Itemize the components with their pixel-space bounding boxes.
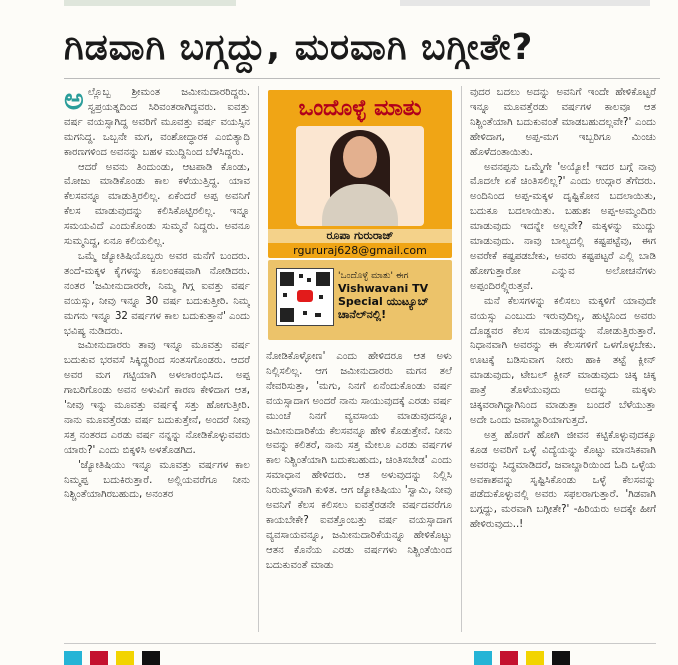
columnist-photo xyxy=(296,126,424,226)
youtube-icon xyxy=(297,290,313,302)
promo-line: 'ಒಂದೊಳ್ಳೆ ಮಾತು' ಈಗ xyxy=(338,271,409,281)
paragraph: ಜಮೀನುದಾರರು ತಾವು ಇನ್ನೂ ಮೂವತ್ತು ವರ್ಷ ಬದುಕುವ ಭರವಸೆ ಸಿಕ್ಕಿದ್ದರಿಂದ ಸಂತಸಗೊಂಡರು. ಆದರೆ ಅವರ ಮಗ ಗಟ್ಟಿಯಾಗಿ ಅಳಲಾರಂಭಿಸಿದ. ಅಪ್ಪ ಗಾಬರಿಗೊಂಡು ಅವನ ಅಳುವಿಗೆ ಕಾರಣ ಕೇಳಿದಾಗ ಆತ, 'ನೀವು ಇನ್ನು ಮೂವತ್ತು ವರ್ಷಕ್ಕೆ ಸತ್ತು ಹೋಗುತ್ತೀರಿ. ನಾನು ಮೂವತ್ತೆರಡು ವರ್ಷ ಬದುಕುತ್ತೇನೆ, ಅಂದರೆ ನೀವು ಸತ್ತ ನಂತರದ ಎರಡು ವರ್ಷ ನನ್ನನ್ನು ನೋಡಿಕೊಳ್ಳುವವರು ಯಾರು?' ಎಂದು ಬಿಕ್ಕಳಿಸಿ ಅಳತೊಡಗಿದ. xyxy=(64,340,250,456)
top-strip-right xyxy=(400,0,650,6)
promo-text xyxy=(338,270,448,321)
paragraph: 'ಜ್ಯೋತಿಷಿಯು ಇನ್ನೂ ಮೂವತ್ತು ವರ್ಷಗಳ ಕಾಲ ನಿಮ್ಮಪ್ಪ ಬದುಕಿರುತ್ತಾರೆ. ಅಲ್ಲಿಯವರೆಗೂ ನೀನು ನಿಶ್ಚಿಂತೆಯಾಗಿರಬಹುದು, ಅನಂತರ xyxy=(64,459,250,501)
footer-rule xyxy=(64,643,656,644)
paragraph: ಲ್ಲೊಬ್ಬ ಶ್ರೀಮಂತ ಜಮೀನುದಾರರಿದ್ದರು. ಸ್ವಪ್ರಯತ್ನದಿಂದ ಸಿರಿವಂತರಾಗಿದ್ದವರು. ಐವತ್ತು ವರ್ಷ ವಯಸ್ಸಾಗಿದ್ದ ಅವರಿಗೆ ಮೂವತ್ತು ವರ್ಷ ವಯಸ್ಸಿನ ಮಗನಿದ್ದ. ಒಬ್ಬನೇ ಮಗ, ವಂಶೋದ್ಧಾರಕ ಎಂಬಿತ್ಯಾದಿ ಕಾರಣಗಳಿಂದ ಅವನನ್ನು ಬಹಳ ಮುದ್ದಿನಿಂದ ಬೆಳೆಸಿದ್ದರು. xyxy=(64,87,250,158)
promo-line: ಚಾನೆಲ್‌ನಲ್ಲಿ! xyxy=(338,308,387,321)
magenta-swatch xyxy=(500,651,518,665)
promo-channel: Vishwavani TV xyxy=(338,282,429,295)
top-strip xyxy=(64,0,236,6)
article-column-2 xyxy=(266,350,452,632)
article-column-3 xyxy=(470,86,656,632)
columnist-name: ರೂಪಾ ಗುರುರಾಜ್ xyxy=(268,229,452,243)
black-swatch xyxy=(142,651,160,665)
paragraph: ಮನೆ ಕೆಲಸಗಳನ್ನು ಕಲಿಸಲು ಮಕ್ಕಳಿಗೆ ಯಾವುದೇ ವಯಸ್ಸು ಎಂಬುದು ಇರುವುದಿಲ್ಲ, ಹುಟ್ಟಿನಿಂದ ಅವರು ದೊಡ್ಡವರ ಕೆಲಸ ಮಾಡುವುದನ್ನು ನೋಡುತ್ತಿರುತ್ತಾರೆ. ನಿಧಾನವಾಗಿ ಅವರನ್ನು ಈ ಕೆಲಸಗಳಿಗೆ ಒಳಗೊಳ್ಳಬೇಕು. ಊಟಕ್ಕೆ ಬಡಿಸುವಾಗ ನೀರು ಹಾಕಿ ತಟ್ಟೆ ಕ್ಲೀನ್ ಮಾಡುವುದು, ಟೇಬಲ್ ಕ್ಲೀನ್ ಮಾಡುವುದು ಚಿಕ್ಕ ಚಿಕ್ಕ ಪಾತ್ರೆ ತೊಳೆಯುವುದು ಅದನ್ನು ಮಕ್ಕಳು ಚಿಕ್ಕವರಾಗಿದ್ದಾಗಿನಿಂದ ಮಾಡುತ್ತಾ ಬಂದರೆ ಬೆಳೆಯುತ್ತಾ ಅದೇ ಒಂದು ಜವಾಬ್ದಾರಿಯಾಗುತ್ತದೆ. xyxy=(470,295,656,426)
promo-line: Special ಯುಟ್ಯೂಬ್ xyxy=(338,295,429,308)
columnist-email: rgururaj628@gmail.com xyxy=(293,244,427,257)
magenta-swatch xyxy=(90,651,108,665)
cyan-swatch xyxy=(64,651,82,665)
headline: ಗಿಡವಾಗಿ ಬಗ್ಗದ್ದು, ಮರವಾಗಿ ಬಗ್ಗೀತೇ? xyxy=(64,18,660,79)
paragraph: ವುದರ ಬದಲು ಅದನ್ನು ಅವನಿಗೆ ಇಂದೇ ಹೇಳಿಕೊಟ್ಟರೆ ಇನ್ನೂ ಮೂವತ್ತೆರಡು ವರ್ಷಗಳ ಕಾಲವೂ ಆತ ನಿಶ್ಚಿಂತೆಯಾಗಿ ಬದುಕುವಂತೆ ಮಾಡಬಹುದಲ್ಲವೇ?' ಎಂದು ಹೇಳಿದಾಗ, ಅಪ್ಪ-ಮಗ ಇಬ್ಬರಿಗೂ ಮಿಂಚು ಹೊಳೆದಂತಾಯಿತು. xyxy=(470,87,656,158)
column-title: ಒಂದೊಳ್ಳೆ ಮಾತು xyxy=(298,96,422,121)
paragraph: ಅವನಪ್ಪನು ಒಮ್ಮೆಗೇ 'ಅಯ್ಯೋ! ಇದರ ಬಗ್ಗೆ ನಾವು ಮೊದಲೇ ಏಕೆ ಚಿಂತಿಸಲಿಲ್ಲ?' ಎಂದು ಉದ್ಗಾರ ತೆಗೆದರು. ಅಂದಿನಿಂದ ಅಪ್ಪ-ಮಕ್ಕಳ ದೃಷ್ಟಿಕೋನ ಬದಲಾಯಿತು, ಬದುಕೂ ಬದಲಾಯಿತು. ಬಹುಶಃ ಅಪ್ಪ-ಅಮ್ಮಂದಿರು ಮಾಡುವುದು ಇದನ್ನೇ ಅಲ್ಲವೇ? ಮಕ್ಕಳನ್ನು ಮುದ್ದು ಮಾಡುವುದು. ನಾವು ಬಾಲ್ಯದಲ್ಲಿ ಕಷ್ಟಪಟ್ಟೆವು, ಈಗ ಅವರೇಕೆ ಕಷ್ಟಪಡಬೇಕು, ಅವರು ಕಷ್ಟಪಟ್ಟರೆ ಎಲ್ಲಿ ಬಾಡಿ ಹೋಗುತ್ತಾರೋ ಎನ್ನುವ ಅಲೋಚನೆಗಳು ಅಪ್ಪಂದಿರಲ್ಲ್ಲಿರುತ್ತವೆ. xyxy=(470,161,656,292)
columnist-card xyxy=(268,90,452,258)
yellow-swatch xyxy=(116,651,134,665)
paragraph: ನೋಡಿಕೊಳ್ಳೋಣ' ಎಂದು ಹೇಳಿದರೂ ಆತ ಅಳು ನಿಲ್ಲಿಸಲಿಲ್ಲ. ಆಗ ಜಮೀನುದಾರರು ಮಗನ ತಲೆ ನೇವರಿಸುತ್ತಾ, 'ಮಗು, ನಿನಗೆ ಏನೆಂದುಕೊಂಡು ವರ್ಷ ವಯಸ್ಸಾದಾಗ ಅಂದರೆ ನಾನು ಸಾಯುವುದಕ್ಕೆ ಎರಡು ವರ್ಷ ಮುಂಚೆ ನಿನಗೆ ವ್ಯವಸಾಯ ಮಾಡುವುದನ್ನೂ, ಜಮೀನುದಾರಿಕೆಯ ಕೆಲಸವನ್ನೂ ಹೇಳಿ ಕೊಡುತ್ತೇನೆ. ನೀನು ಅವನ್ನು ಕಲಿತರೆ, ನಾನು ಸತ್ತ ಮೇಲೂ ಎರಡು ವರ್ಷಗಳ ಕಾಲ ನಿಶ್ಚಿಂತೆಯಾಗಿ ಬದುಕಬಹುದು, ಚಿಂತಿಸಬೇಡ' ಎಂದು ಸಮಾಧಾನ ಹೇಳಿದರು. ಆತ ಅಳುವುದನ್ನು ನಿಲ್ಲಿಸಿ ನಿರುಮ್ಮಳನಾಗಿ ಕುಳಿತ. ಆಗ ಜ್ಯೋತಿಷಿಯು 'ಸ್ವಾಮಿ, ನೀವು ಅವನಿಗೆ ಕೆಲಸ ಕಲಿಸಲು ಐವತ್ತೆರಡನೇ ವರ್ಷದವರೆಗೂ ಕಾಯಬೇಕೇ? ಐವತ್ತೊಂಬತ್ತು ವರ್ಷ ವಯಸ್ಸಾದಾಗ ವ್ಯವಸಾಯವನ್ನೂ, ಜಮೀನುದಾರಿಕೆಯನ್ನೂ ಹೇಳಿಕೊಟ್ಟು ಆತನ ಕೊನೆಯ ಎರಡು ವರ್ಷಗಳು ನಿಶ್ಚಿಂತೆಯಿಂದ ಬದುಕುವಂತೆ ಮಾಡು xyxy=(266,351,452,571)
column-divider xyxy=(258,86,259,632)
paragraph: ಅತ್ತ ಹೊರಗೆ ಹೋಗಿ ಜೀವನ ಕಟ್ಟಿಕೊಳ್ಳುವುದಕ್ಕೂ ಕೂಡ ಅವರಿಗೆ ಒಳ್ಳೆ ವಿದ್ಯೆಯನ್ನು ಕೊಟ್ಟು ಮಾನಸಿಕವಾಗಿ ಅವರನ್ನು ಸಿದ್ಧಮಾಡಿದರೆ, ಜವಾಬ್ದಾರಿಯಿಂದ ಓದಿ ಒಳ್ಳೆಯ ಅವಕಾಶವನ್ನು ಸೃಷ್ಟಿಸಿಕೊಂಡು ಒಳ್ಳೆ ಕೆಲಸವನ್ನು ಪಡೆದುಕೊಳ್ಳುವಲ್ಲಿ ಅವರು ಸಫಲರಾಗುತ್ತಾರೆ. 'ಗಿಡವಾಗಿ ಬಗ್ಗದ್ದು, ಮರವಾಗಿ ಬಗ್ಗೀತೇ?' -ಹಿರಿಯರು ಅದಕ್ಕೇ ಹೀಗೆ ಹೇಳಿರುವುದು..! xyxy=(470,429,656,531)
yellow-swatch xyxy=(526,651,544,665)
article-column-1 xyxy=(64,86,250,632)
cyan-swatch xyxy=(474,651,492,665)
black-swatch xyxy=(552,651,570,665)
youtube-promo xyxy=(268,260,452,340)
print-registration-swatches xyxy=(474,651,570,665)
qr-code-icon xyxy=(276,268,334,326)
drop-cap: ಅ xyxy=(64,86,84,117)
column-divider xyxy=(461,86,462,632)
paragraph: ಒಮ್ಮೆ ಜ್ಯೋತಿಷಿಯೊಬ್ಬರು ಅವರ ಮನೆಗೆ ಬಂದರು. ತಂದೆ-ಮಕ್ಕಳ ಕೈಗಳನ್ನು ಕೂಲಂಕಷವಾಗಿ ನೋಡಿದರು. ನಂತರ 'ಜಮೀನುದಾರರೇ, ನಿಮ್ಮ ಗಿಗ್ಗ ಐವತ್ತು ವರ್ಷ ವಯಸ್ಸು, ನೀವು ಇನ್ನೂ 30 ವರ್ಷ ಬದುಕುತ್ತೀರಿ. ನಿಮ್ಮ ಮಗನು ಇನ್ನೂ 32 ವರ್ಷಗಳ ಕಾಲ ಬದುಕುತ್ತಾನೆ' ಎಂದು ಭವಿಷ್ಯ ನುಡಿದರು. xyxy=(64,250,250,337)
paragraph: ಆದರೆ ಅವನು ತಿಂದುಂಡು, ಆಟಪಾಡಿ ಕೊಂಡು, ಮೋಜು ಮಾಡಿಕೊಂಡು ಕಾಲ ಕಳೆಯುತ್ತಿದ್ದ. ಯಾವ ಕೆಲಸವನ್ನೂ ಮಾಡುತ್ತಿರಲಿಲ್ಲ. ಏಕೆಂದರೆ ಅಪ್ಪ ಅವನಿಗೆ ಕೆಲಸ ಮಾಡುವುದನ್ನು ಕಲಿಸಿಕೊಟ್ಟಿರಲಿಲ್ಲ. ಇನ್ನೂ ಸಮಯವಿದೆ ಎಂದುಕೊಂಡು ಸುಮ್ಮನೆ ನಿದ್ದರು. ಅವನೂ ಸುಮ್ಮನಿದ್ದ, ಏನೂ ಕಲಿಯಲಿಲ್ಲ. xyxy=(64,161,250,248)
print-registration-swatches xyxy=(64,651,160,665)
